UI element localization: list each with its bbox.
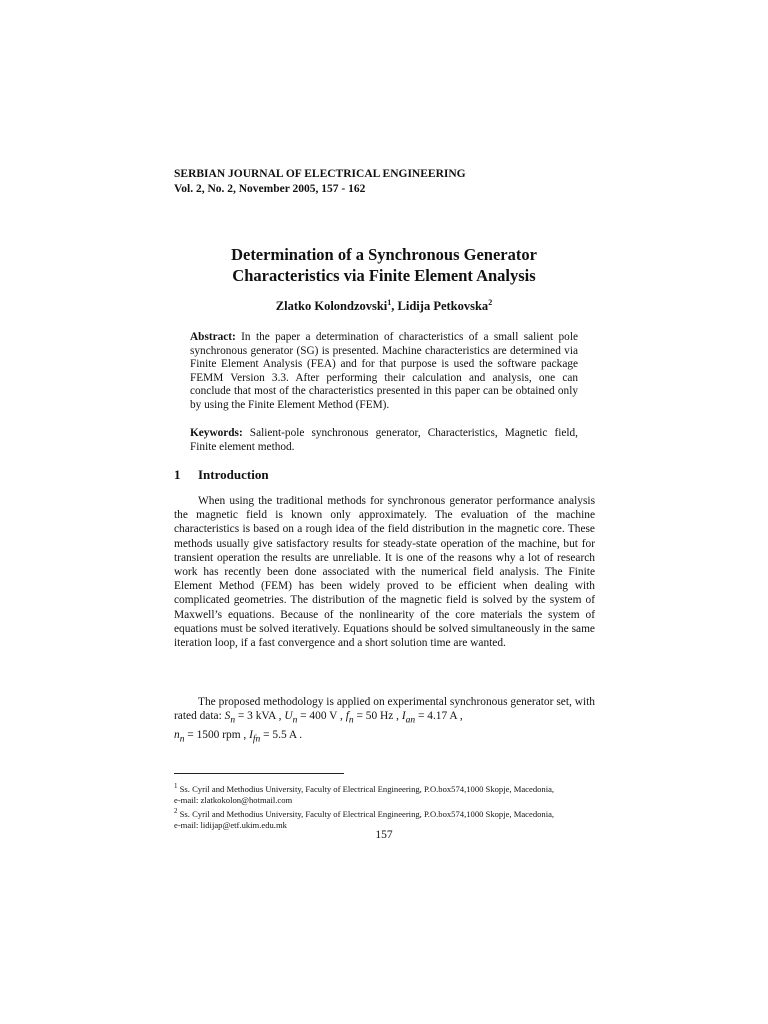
footnote-2-affiliation: Ss. Cyril and Methodius University, Faculty of Electrical Engineering, P.O.box574,1000 Skopje, Macedonia, [177, 808, 555, 819]
author-2: Lidija Petkovska [397, 299, 489, 314]
rated-power-symbol: S [224, 710, 231, 723]
rated-power-value: = 3 kVA , [235, 710, 285, 723]
footnote-1-affiliation: Ss. Cyril and Methodius University, Faculty of Electrical Engineering, P.O.box574,1000 Skopje, Macedonia, [177, 783, 555, 794]
rated-speed-subscript: n [179, 733, 185, 744]
footnote-2-email: e-mail: lidijap@etf.ukim.edu.mk [174, 819, 287, 830]
rated-voltage-symbol: U [284, 710, 293, 723]
rated-frequency-symbol: f [345, 710, 349, 723]
page-number: 157 [375, 829, 393, 841]
armature-current-value: = 4.17 A , [415, 710, 463, 723]
abstract-label: Abstract: [190, 331, 236, 343]
rated-frequency-subscript: n [348, 715, 354, 726]
section-title: Introduction [198, 467, 269, 482]
intro-paragraph-2 [174, 695, 595, 746]
footnote-1-email: e-mail: zlatkokolon@hotmail.com [174, 794, 293, 805]
journal-name: SERBIAN JOURNAL OF ELECTRICAL ENGINEERING [174, 168, 466, 180]
field-current-value: = 5.5 A . [260, 728, 303, 741]
footnote-2-mark: 2 [174, 806, 178, 815]
section-heading [174, 467, 269, 483]
journal-header [174, 167, 466, 196]
rated-speed-symbol: n [174, 728, 180, 741]
keywords-text: Salient-pole synchronous generator, Characteristics, Magnetic field, Finite element method. [190, 427, 578, 453]
footnote-2 [174, 806, 596, 820]
author-separator: , [391, 299, 398, 314]
footnote-1-mark: 1 [174, 782, 178, 790]
rated-power-subscript: n [230, 715, 236, 726]
footnotes [174, 781, 596, 831]
intro-paragraph-1: When using the traditional methods for synchronous generator performance analysis the magnetic field is known only approximately. The evaluation of the machine characteristics is based on a rough idea of the field distribution in the magnetic core. These methods usually give satisfactory results for steady-state operation of the machine, but for transient operation the results are unreliable. It is one of the reasons why a lot of research work has recently been done associated with the numerical field analysis. The Finite Element Method (FEM) has been widely proved to be efficient when dealing with complicated geometries. The distribution of the magnetic field is solved by the system of Maxwell’s equations. Because of the nonlinearity of the core materials the system of equations must be solved iteratively. Equations should be solved simultaneously in the same iteration loop, if a fast convergence and a short solution time are wanted. [174, 495, 595, 650]
field-current-subscript: fn [252, 733, 261, 744]
author-2-footnote-mark: 2 [488, 298, 493, 307]
abstract [190, 331, 578, 413]
paragraph-2-text: The proposed methodology is applied on experimental synchronous generator set, with rated data: [174, 696, 595, 723]
footnote-1 [174, 781, 596, 795]
rated-frequency-value: = 50 Hz , [353, 710, 402, 723]
rated-voltage-value: = 400 V , [297, 710, 346, 723]
armature-current-subscript: an [405, 715, 416, 726]
title-line-2: Characteristics via Finite Element Analysis [232, 266, 536, 285]
rated-speed-value: = 1500 rpm , [184, 728, 250, 741]
footnote-divider [174, 773, 344, 774]
armature-current-symbol: I [401, 710, 406, 723]
keywords-label: Keywords: [190, 427, 243, 439]
rated-voltage-subscript: n [292, 715, 298, 726]
section-number: 1 [174, 467, 181, 482]
author-1-footnote-mark: 1 [387, 298, 392, 307]
author-list [174, 298, 594, 314]
abstract-text: In the paper a determination of characteristics of a small salient pole synchronous generator (SG) is presented. Machine characteristics are determined via Finite Element Analysis (FEA) and for that purpose is used the software package FEMM Version 3.3. After performing their calculation and analysis, one can conclude that most of the characteristics presented in this paper can be obtained only by using the Finite Element Method (FEM). [190, 331, 578, 411]
author-1: Zlatko Kolondzovski [275, 299, 388, 314]
journal-issue: Vol. 2, No. 2, November 2005, 157 - 162 [174, 182, 366, 195]
field-current-symbol: I [249, 728, 253, 741]
title-line-1: Determination of a Synchronous Generator [231, 245, 537, 264]
keywords [190, 427, 578, 454]
paper-title [174, 244, 594, 286]
